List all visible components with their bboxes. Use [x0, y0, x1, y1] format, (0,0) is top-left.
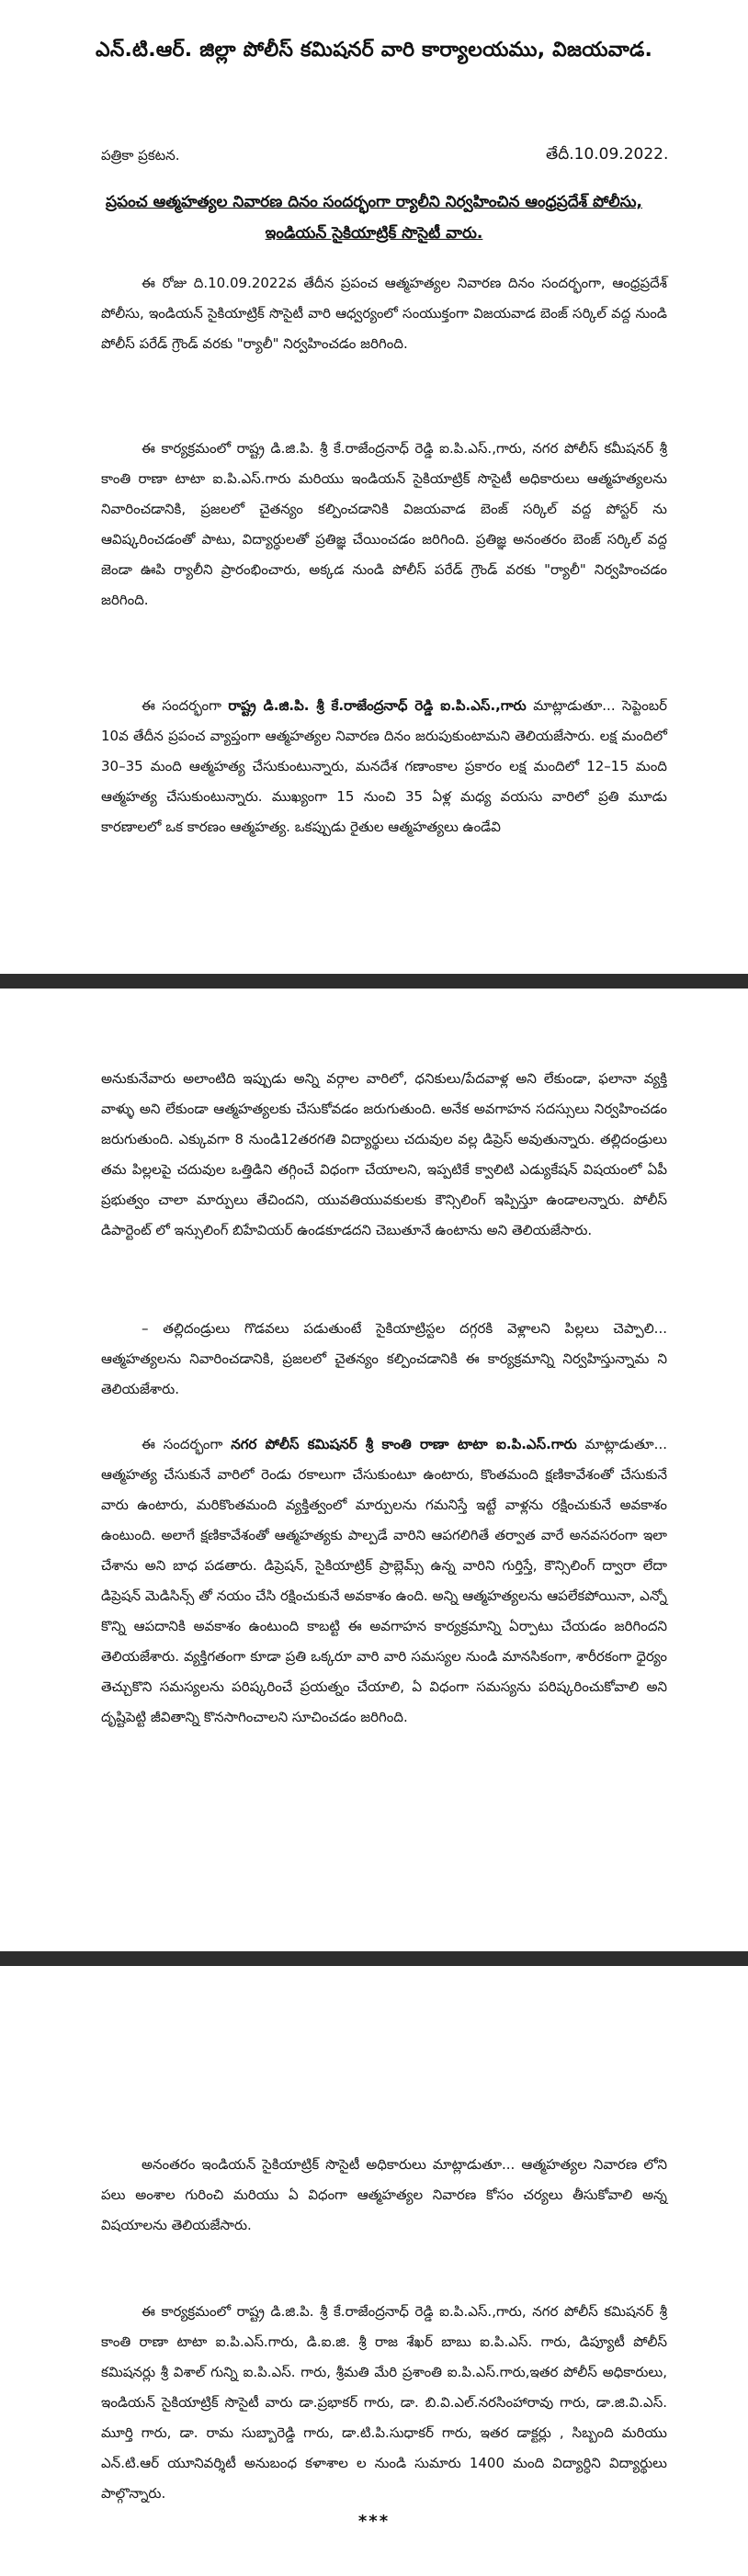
- page-separator: [0, 1951, 748, 1966]
- paragraph-dgp-speech: ఈ సందర్భంగా రాష్ట్ర డి.జి.పి. శ్రీ కే.రాజేంద్రనాధ్ రెడ్డి ఐ.పి.ఎస్.,గారు మాట్లాడుతూ... సెప్టెంబర్ 10వ తేదీన ప్రపంచ వ్యాప్తంగా ఆత్మహత్యల నివారణ దినం జరుపుకుంటామని తెలియజేసారు. లక్ష మందిలో 30–35 మంది ఆత్మహత్య చేసుకుంటున్నారు, మనదేశ గణాంకాల ప్రకారం లక్ష మందిలో 12–15 మంది ఆత్మహత్య చేసుకుంటున్నారు. ముఖ్యంగా 15 నుంచి 35 ఏళ్ల మధ్య వయసు వారిలో ప్రతి మూడు కారణాలలో ఒక కారణం ఆత్మహత్య. ఒకప్పుడు రైతుల ఆత్మహత్యలు ఉండేవి: [101, 697, 667, 835]
- release-heading-line1: ప్రపంచ ఆత్మహత్యల నివారణ దినం సందర్భంగా ర్యాలీని నిర్వహించిన ఆంధ్రప్రదేశ్ పోలీసు,: [105, 193, 643, 211]
- commissioner-name: నగర పోలీస్ కమిషనర్ శ్రీ కాంతి రాణా టాటా ఐ.పి.ఎస్.గారు: [231, 1436, 577, 1452]
- closing-stars: ***: [357, 2512, 391, 2531]
- paragraph-society-speech: అనంతరం ఇండియన్ సైకియాట్రిక్ సొసైటీ అధికారులు మాట్లాడుతూ... ఆత్మహత్యల నివారణ లోని పలు అంశాల గురించి మరియు ఏ విధంగా ఆత్మహత్యల నివారణ కోసం చర్యలు తీసుకోవాలి అన్న విషయాలను తెలియజేసారు.: [101, 2156, 667, 2233]
- paragraph-rally-intro: ఈ రోజు ది.10.09.2022వ తేదీన ప్రపంచ ఆత్మహత్యల నివారణ దినం సందర్భంగా, ఆంధ్రప్రదేశ్ పోలీసు, ఇండియన్ సైకియాట్రిక్ సొసైటీ వారి ఆధ్వర్యంలో సంయుక్తంగా విజయవాడ బెంజ్ సర్కిల్ వద్ద నుండి పోలీస్ పరేడ్ గ్రౌండ్ వరకు "ర్యాలీ" నిర్వహించడం జరిగింది.: [101, 275, 667, 352]
- page-2: [0, 989, 748, 1951]
- page-separator: [0, 974, 748, 989]
- page-1: [0, 0, 748, 974]
- paragraph-program-details: ఈ కార్యక్రమంలో రాష్ట్ర డి.జి.పి. శ్రీ కే.రాజేంద్రనాధ్ రెడ్డి ఐ.పి.ఎస్.,గారు, నగర పోలీస్ కమీషనర్ శ్రీ కాంతి రాణా టాటా ఐ.పి.ఎస్.గారు మరియు ఇండియన్ సైకియాట్రిక్ సొసైటీ అధికారులు ఆత్మహత్యలను నివారించడానికి, ప్రజలలో చైతన్యం కల్పించడానికి విజయవాడ బెంజ్ సర్కిల్ వద్ద పోస్టర్ ను ఆవిష్కరించడంతో పాటు, విద్యార్ధులతో ప్రతిజ్ఞ చేయించడం జరిగింది. ప్రతిజ్ఞ అనంతరం బెంజ్ సర్కిల్ వద్ద జెండా ఊపి ర్యాలీని ప్రారంభించారు, అక్కడ నుండి పోలీస్ పరేడ్ గ్రౌండ్ వరకు "ర్యాలీ" నిర్వహించడం జరిగింది.: [101, 440, 667, 608]
- release-date: తేదీ.10.09.2022.: [546, 145, 669, 164]
- page-3: [0, 1966, 748, 2576]
- release-heading-line2: ఇండియన్ సైకియాట్రిక్ సొసైటీ వారు.: [265, 224, 483, 243]
- press-release-label: పత్రికా ప్రకటన.: [101, 147, 180, 164]
- office-title: ఎన్.టి.ఆర్. జిల్లా పోలీస్ కమిషనర్ వారి కార్యాలయము, విజయవాడ.: [95, 39, 653, 62]
- paragraph-parents-advice: – తల్లిదండ్రులు గొడవలు పడుతుంటే సైకియాట్రిస్టల దగ్గరకి వెళ్లాలని పిల్లలు చెప్పాలి... ఆత్మహత్యలను నివారించడానికి, ప్రజలలో చైతన్యం కల్పించడానికి ఈ కార్యక్రమాన్ని నిర్వహిస్తున్నామ ని తెలియజేశారు.: [101, 1320, 667, 1397]
- paragraph-attendees: ఈ కార్యక్రమంలో రాష్ట్ర డి.జి.పి. శ్రీ కే.రాజేంద్రనాధ్ రెడ్డి ఐ.పి.ఎస్.,గారు, నగర పోలీస్ కమిషనర్ శ్రీ కాంతి రాణా టాటా ఐ.పి.ఎస్.గారు, డి.ఐ.జి. శ్రీ రాజ శేఖర్ బాబు ఐ.పి.ఎస్. గారు, డిప్యూటీ పోలీస్ కమిషనర్లు శ్రీ విశాల్ గున్ని ఐ.పి.ఎస్. గారు, శ్రీమతి మేరి ప్రశాంతి ఐ.పి.ఎస్.గారు,ఇతర పోలీస్ అధికారులు, ఇండియన్ సైకియాట్రిక్ సొసైటీ వారు డా.ప్రభాకర్ గారు, డా. బి.వి.ఎల్.నరసింహారావు గారు, డా.జి.వి.ఎస్. మూర్తి గారు, డా. రామ సుబ్బారెడ్డి గారు, డా.టి.పి.సుధాకర్ గారు, ఇతర డాక్టర్లు , సిబ్బంది మరియు ఎన్.టి.ఆర్ యూనివర్శిటీ అనుబంధ కళాశాల ల నుండి సుమారు 1400 మంది విద్యార్ధిని విద్యార్థులు పాల్గొన్నారు.: [101, 2303, 667, 2502]
- paragraph-dgp-speech-continued: అనుకునేవారు అలాంటిది ఇప్పుడు అన్ని వర్గాల వారిలో, ధనికులు/పేదవాళ్ల అని లేకుండా, ఫలానా వ్యక్తి వాళ్ళు అని లేకుండా ఆత్మహత్యలకు చేసుకోవడం జరుగుతుంది. అనేక అవగాహన సదస్సులు నిర్వహించడం జరుగుతుంది. ఎక్కువగా 8 నుండి12తరగతి విద్యార్థులు చదువుల వల్ల డిప్రెస్ అవుతున్నారు. తల్లిదండ్రులు తమ పిల్లలపై చదువుల ఒత్తిడిని తగ్గించే విధంగా చేయాలని, ఇప్పటికే క్వాలిటి ఎడ్యుకేషన్ విషయంలో ఏపీ ప్రభుత్వం చాలా మార్పులు తేచిందని, యువతియువకులకు కౌన్సిలింగ్ ఇప్పిస్తూ ఉండాలన్నారు. పోలీస్ డిపార్టెంట్ లో ఇన్సులింగ్ బిహేవియర్ ఉండకూడదని చెబుతూనే ఉంటాను అని తెలియజేసారు.: [101, 1070, 667, 1238]
- dgp-name: రాష్ట్ర డి.జి.పి. శ్రీ కే.రాజేంద్రనాధ్ రెడ్డి ఐ.పి.ఎస్.,గారు: [228, 697, 527, 714]
- paragraph-commissioner-speech: ఈ సందర్భంగా నగర పోలీస్ కమిషనర్ శ్రీ కాంతి రాణా టాటా ఐ.పి.ఎస్.గారు మాట్లాడుతూ... ఆత్మహత్య చేసుకునే వారిలో రెండు రకాలుగా చేసుకుంటూ ఉంటారు, కొంతమంది క్షణికావేశంతో చేసుకునే వారు ఉంటారు, మరికొంతమంది వ్యక్తిత్వంలో మార్పులను గమనిస్తే ఇట్టే వాళ్లను రక్షించుకునే అవకాశం ఉంటుంది. అలాగే క్షణికావేశంతో ఆత్మహత్యకు పాల్పడే వారిని ఆపగలిగితే తర్వాత వారే అనవసరంగా ఇలా చేశాను అని బాధ పడతారు. డిప్రెషన్, సైకియాట్రిక్ ప్రాబ్లెమ్స్ ఉన్న వారిని గుర్తిస్తే, కౌన్సిలింగ్ ద్వారా లేదా డిప్రెషన్ మెడిసిన్స్ తో నయం చేసి రక్షించుకునే అవకాశం ఉంది. అన్ని ఆత్మహత్యలను ఆపలేకపోయినా, ఎన్నో కొన్ని ఆపదానికి అవకాశం ఉంటుంది కాబట్టి ఈ అవగాహన కార్యక్రమాన్ని ఏర్పాటు చేయడం జరిగిందని తెలియజేశారు. వ్యక్తిగతంగా కూడా ప్రతి ఒక్కరూ వారి వారి సమస్యల నుండి మానసికంగా, శారీరకంగా ధైర్యం తెచ్చుకొని సమస్యలను పరిష్కరించే ప్రయత్నం చేయాలి, ఏ విధంగా సమస్యను పరిష్కరించుకోవాలి అని దృష్టిపెట్టి జీవితాన్ని కొనసాగించాలని సూచించడం జరిగింది.: [101, 1436, 667, 1725]
